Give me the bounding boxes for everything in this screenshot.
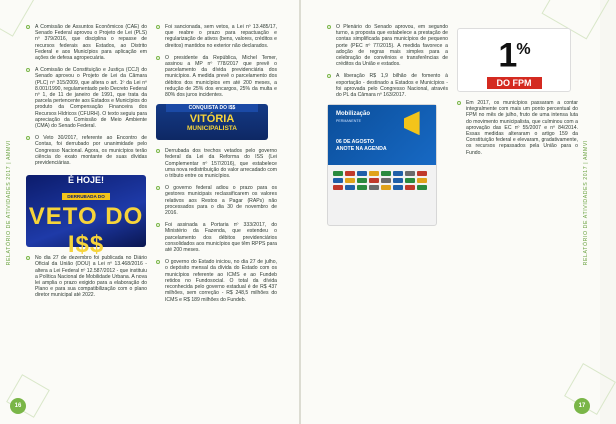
- bullet-icon: [156, 56, 160, 60]
- list-item: A Comissão de Assuntos Econômicos (CAE) do Senado Federal aprovou o Projeto de Lei (PLS) nº 379/2016, que disciplina o repasse de recursos federais aos Estados, ao Distrito Federal e aos Municípios para aplicação em ações de defesa agropecuária.: [26, 24, 147, 61]
- fpm-image: 1% DO FPM: [457, 28, 571, 92]
- list-item: A liberação R$ 1,9 bilhão de fomento à exportação - destinado a Estados e Municípios - foi aprovada pelo Congresso Nacional, através do PL da Câmara nº 163/2017.: [327, 73, 448, 98]
- side-label: RELATÓRIO DE ATIVIDADES 2017 | AMMVI: [583, 140, 589, 266]
- bullet-icon: [26, 25, 30, 29]
- vitoria-image: CONQUISTA DO I$$ VITÓRIA MUNICIPALISTA: [156, 104, 268, 140]
- list-item: O Plenário do Senado aprovou, em segundo turno, a proposta que estabelece a prestação de contas simplificada para municípios de pequeno porte (PEC nº 77/2015). A medida favorece a adoção de regras mais simples para a celebração de convênios e transferências de créditos da União e estados.: [327, 24, 448, 67]
- bullet-icon: [26, 68, 30, 72]
- partner-logos: [328, 165, 436, 196]
- list-item: Foi sancionada, sem vetos, a Lei nº 13.485/17, que reabre o prazo para repactuação e regularização de ativos (bens, valores, créditos e direitos) mantidos no exterior não declarados.: [156, 24, 277, 49]
- bullet-icon: [327, 74, 331, 78]
- bullet-icon: [156, 260, 160, 264]
- column-3: [327, 24, 448, 234]
- left-page: [0, 0, 299, 424]
- bullet-icon: [457, 101, 461, 105]
- column-2: [156, 24, 277, 309]
- bullet-icon: [156, 25, 160, 29]
- list-item: A Comissão de Constituição e Justiça (CCJ) do Senado aprovou o Projeto de Lei da Câmara (PLC) nº 315/2009, que altera o art. 1º da Lei nº 8.001/1990, regulamentado pelo Decreto Federal nº 1, de 11 de janeiro de 1991, que trata da parcela pertencente aos Estados e Municípios do produto da Compensação Financeira dos Recursos Hídricos (CFURH). O texto seguiu para apreciação da Comissão de Meio Ambiente (CMA) do Senado Federal.: [26, 67, 147, 129]
- megaphone-icon: [404, 111, 430, 135]
- bullet-icon: [156, 149, 160, 153]
- list-item: No dia 27 de dezembro foi publicada no Diário Oficial da União (DOU) a Lei nº 13.468/2016 - altera a Lei Federal nº 12.587/2012 - que instituiu a Política Nacional de Mobilidade Urbana. A nova lei amplia o prazo exigido para a elaboração do Plano e para sua compatibilização com o plano diretor municipal até 2022.: [26, 255, 147, 298]
- list-item: O governo federal adiou o prazo para os gestores municipais reclassificarem os valores relativos aos Restos a Pagar (RAPs) não processados para o dia 30 de novembro de 2016.: [156, 185, 277, 216]
- list-item: O Veto 30/2017, referente ao Encontro de Contas, foi derrubado por unanimidade pelo Congresso Nacional. Agora, os municípios terão ciência do exato montante de suas dívidas previdenciárias.: [26, 135, 147, 166]
- list-item: Derrubada dos trechos vetados pelo governo federal da Lei da Reforma do ISS (Lei Complementar nº 157/2016), que estabelece uma nova redistribuição do valor arrecadado com o tributo entre os municípios.: [156, 148, 277, 179]
- side-label: RELATÓRIO DE ATIVIDADES 2017 | AMMVI: [6, 140, 12, 266]
- mobilizacao-image: Mobilização PERMANENTE 06 DE AGOSTO ANOTE NA AGENDA: [327, 104, 437, 226]
- list-item: Foi assinada a Portaria nº 333/2017, do Ministério da Fazenda, que estendeu o parcelamento dos débitos previdenciários consolidados aos municípios que têm RPPS para até 200 meses.: [156, 222, 277, 253]
- bullet-icon: [156, 223, 160, 227]
- hex-decoration: [564, 363, 616, 415]
- list-item: O governo do Estado iniciou, no dia 27 de julho, o depósito mensal da dívida do Estado com os municípios referente ao ICMS e ao Fundeb retidos no Fundosocial. O total da dívida reconhecida pelo governo estadual é de R$ 437 milhões, sem correção - R$ 248,5 milhões do ICMS e R$ 189 milhões do Fundeb.: [156, 259, 277, 302]
- list-item: Em 2017, os municípios passaram a contar integralmente com mais um ponto percentual do FPM no mês de julho, fruto de uma intensa luta do movimento municipalista, que culminou com a aprovação das EC nº 55/2007 e nº 84/2014. Essas medidas alteraram o artigo 159 da Constituição federal e elevaram, gradativamente, os recursos repassados pela União para o Fundo.: [457, 100, 578, 156]
- right-page: [301, 0, 600, 424]
- page-number: 17: [574, 398, 590, 414]
- veto-image: É HOJE! DERRUBADA DO VETO DO I$$: [26, 175, 146, 247]
- list-item: O presidente da República, Michel Temer, assinou a MP nº 778/2017 que prevê o parcelamento da dívida previdenciária dos municípios. A medida prevê o parcelamento dos débitos dos municípios em até 200 meses, a redução de 25% dos encargos, 25% da multa e 80% dos juros incidentes.: [156, 55, 277, 98]
- bullet-icon: [327, 25, 331, 29]
- bullet-icon: [156, 186, 160, 190]
- bullet-icon: [26, 256, 30, 260]
- column-1: [26, 24, 147, 305]
- column-4: [457, 24, 578, 162]
- bullet-icon: [26, 136, 30, 140]
- page-number: 16: [10, 398, 26, 414]
